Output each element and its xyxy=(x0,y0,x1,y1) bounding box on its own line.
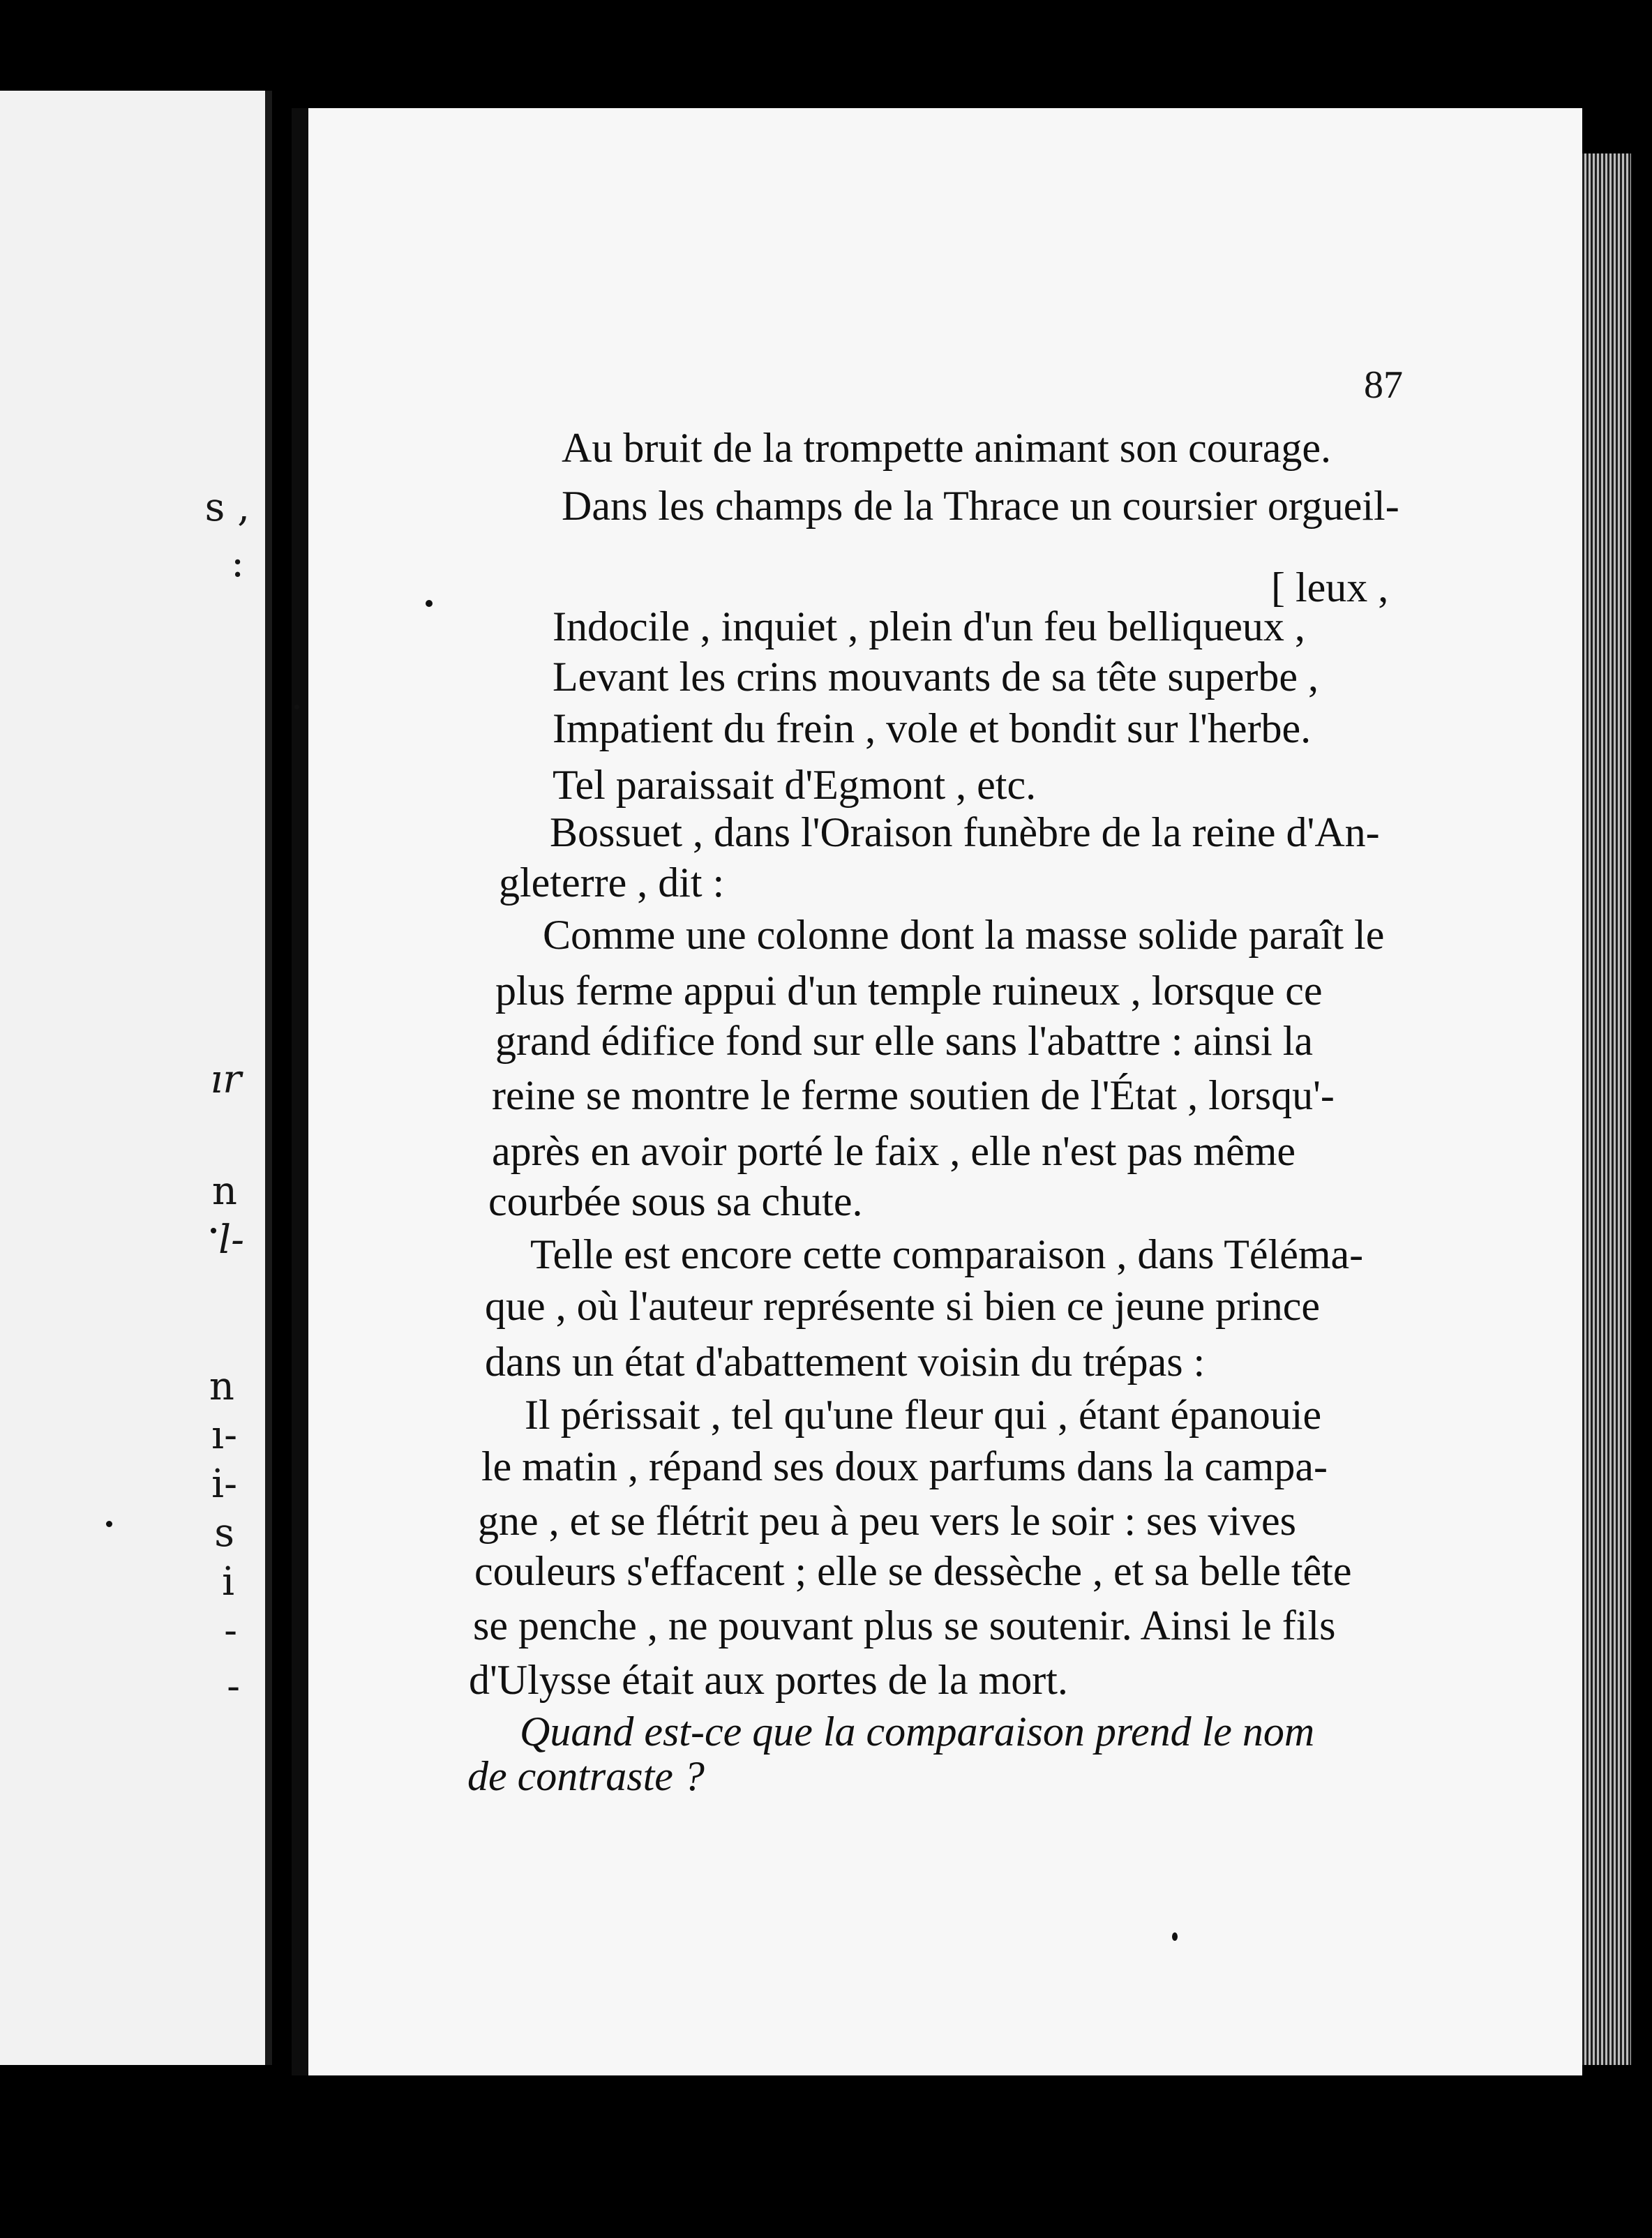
body-line: plus ferme appui d'un temple ruineux , lorsque ce xyxy=(495,968,1323,1014)
body-line: d'Ulysse était aux portes de la mort. xyxy=(469,1657,1068,1703)
body-line: Comme une colonne dont la masse solide paraît le xyxy=(543,912,1385,958)
body-line: Il périssait , tel qu'une fleur qui , étant épanouie xyxy=(525,1392,1322,1438)
body-line: Au bruit de la trompette animant son courage. xyxy=(562,425,1331,471)
body-line: couleurs s'effacent ; elle se dessèche , et sa belle tête xyxy=(474,1548,1352,1594)
question-line: Quand est-ce que la comparaison prend le nom xyxy=(520,1708,1315,1755)
body-line: après en avoir porté le faix , elle n'est pas même xyxy=(492,1128,1296,1174)
left-page-fragment: ır xyxy=(210,1057,241,1102)
question-line: de contraste ? xyxy=(467,1753,705,1799)
left-page-fragment: n xyxy=(211,1169,237,1214)
left-page-fragment: i- xyxy=(211,1462,237,1507)
ink-speck xyxy=(211,1228,216,1233)
left-page-fragment: : xyxy=(231,541,244,586)
body-line: gne , et se flétrit peu à peu vers le soir : ses vives xyxy=(478,1498,1296,1544)
body-line: Indocile , inquiet , plein d'un feu belliqueux , xyxy=(553,603,1305,649)
body-line: courbée sous sa chute. xyxy=(488,1178,863,1224)
left-page-fragment: l- xyxy=(218,1217,244,1263)
left-page-fragment: s xyxy=(214,1510,234,1556)
left-page-fragment: - xyxy=(227,1664,240,1709)
left-page-fragment: i xyxy=(222,1559,234,1605)
body-line: Telle est encore cette comparaison , dans Téléma- xyxy=(530,1231,1364,1277)
page-number: 87 xyxy=(1364,363,1403,407)
left-page-fragment: n xyxy=(209,1364,234,1409)
body-line: gleterre , dit : xyxy=(499,859,725,906)
body-line: Levant les crins mouvants de sa tête superbe , xyxy=(553,654,1319,700)
body-line: reine se montre le ferme soutien de l'État , lorsqu'- xyxy=(492,1072,1335,1118)
body-line: Impatient du frein , vole et bondit sur l'herbe. xyxy=(553,705,1312,751)
left-page-fragment: s , xyxy=(204,485,250,530)
left-facing-page xyxy=(0,91,272,2065)
body-line: dans un état d'abattement voisin du trépas : xyxy=(485,1339,1206,1385)
body-line: [ leux , xyxy=(1271,564,1389,610)
body-line: Dans les champs de la Thrace un coursier orgueil- xyxy=(562,483,1399,529)
ink-speck xyxy=(106,1521,112,1527)
body-line: le matin , répand ses doux parfums dans la campa- xyxy=(481,1443,1328,1489)
ink-speck xyxy=(426,600,433,607)
body-line: grand édifice fond sur elle sans l'abattre : ainsi la xyxy=(495,1018,1314,1064)
page-edges xyxy=(1582,153,1631,2065)
ink-speck xyxy=(1172,1932,1178,1941)
body-line: que , où l'auteur représente si bien ce jeune prince xyxy=(485,1283,1320,1329)
ink-speck xyxy=(294,705,299,709)
body-line: Bossuet , dans l'Oraison funèbre de la reine d'An- xyxy=(550,809,1380,855)
left-page-fragment: ı- xyxy=(211,1413,237,1458)
left-page-fragment: - xyxy=(224,1608,237,1653)
body-line: Tel paraissait d'Egmont , etc. xyxy=(553,762,1037,808)
body-line: se penche , ne pouvant plus se soutenir. Ainsi le fils xyxy=(473,1602,1336,1649)
